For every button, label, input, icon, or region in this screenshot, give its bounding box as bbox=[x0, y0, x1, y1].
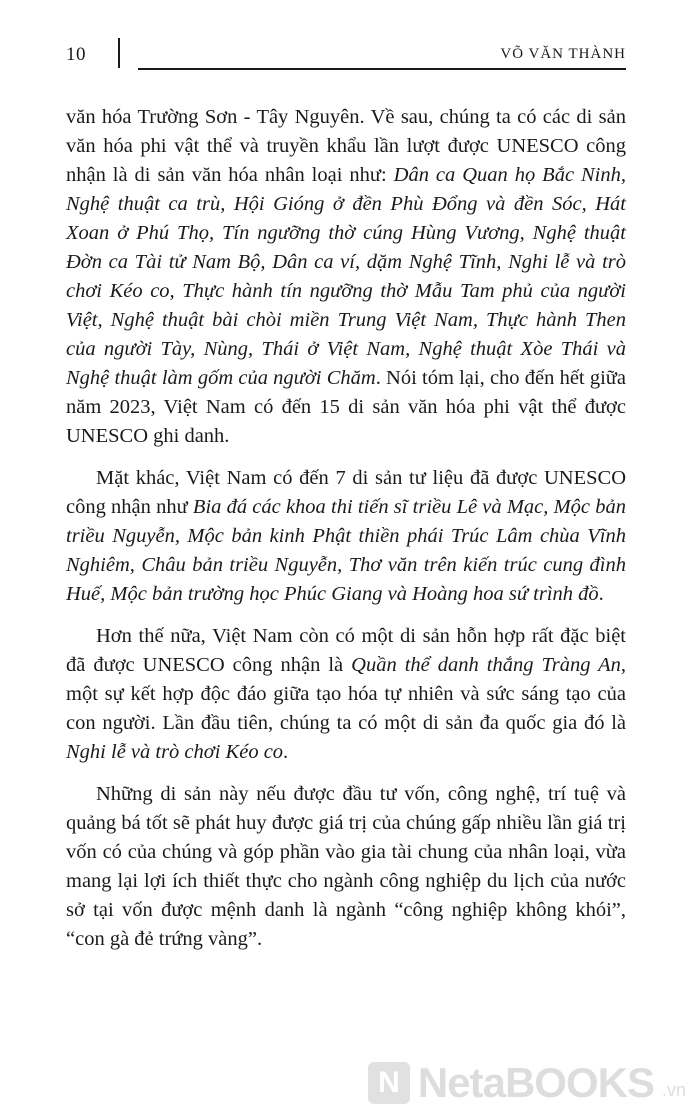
header-rule bbox=[138, 68, 626, 70]
italic-run: Nghi lễ và trò chơi Kéo co bbox=[66, 741, 284, 763]
text-run: . bbox=[598, 583, 604, 605]
paragraph bbox=[66, 464, 626, 609]
running-head-author: VÕ VĂN THÀNH bbox=[500, 46, 626, 62]
text-run: . bbox=[283, 741, 289, 763]
watermark-brand: NetaBOOKS bbox=[417, 1059, 654, 1106]
text-run: Mặt khác, Việt Nam có đến 7 di sản tư liệu đã được UNESCO công nhận như bbox=[66, 467, 626, 518]
netabooks-logo-icon: N bbox=[368, 1062, 410, 1104]
text-run: , một sự kết hợp độc đáo giữa tạo hóa tự nhiên và sức sáng tạo của con người. Lần đầu tiên, chúng ta có một di sản đa quốc gia đó là bbox=[66, 654, 626, 734]
italic-run: Dân ca Quan họ Bắc Ninh, Nghệ thuật ca trù, Hội Gióng ở đền Phù Đổng và đền Sóc, Hát Xoan ở Phú Thọ, Tín ngưỡng thờ cúng Hùng Vương, Nghệ thuật Đờn ca Tài tử Nam Bộ, Dân ca ví, dặm Nghệ Tĩnh, Nghi lễ và trò chơi Kéo co, Thực hành tín ngưỡng thờ Mẫu Tam phủ của người Việt, Nghệ thuật bài chòi miền Trung Việt Nam, Thực hành Then của người Tày, Nùng, Thái ở Việt Nam, Nghệ thuật Xòe Thái và Nghệ thuật làm gốm của người Chăm bbox=[66, 164, 627, 389]
watermark-logo bbox=[368, 1059, 686, 1107]
page-header bbox=[0, 0, 700, 80]
page-number: 10 bbox=[66, 44, 86, 65]
italic-run: Bia đá các khoa thi tiến sĩ triều Lê và Mạc, Mộc bản triều Nguyễn, Mộc bản kinh Phật thiền phái Trúc Lâm chùa Vĩnh Nghiêm, Châu bản triều Nguyễn, Thơ văn trên kiến trúc cung đình Huế, Mộc bản trường học Phúc Giang và Hoàng hoa sứ trình đồ bbox=[66, 496, 626, 605]
header-divider-vertical bbox=[118, 38, 120, 68]
paragraph bbox=[66, 622, 626, 767]
text-run: . Nói tóm lại, cho đến hết giữa năm 2023, Việt Nam có đến 15 di sản văn hóa phi vật thể được UNESCO ghi danh. bbox=[66, 367, 626, 447]
paragraph bbox=[66, 780, 626, 954]
watermark-domain: .vn bbox=[661, 1080, 686, 1100]
text-run: Hơn thế nữa, Việt Nam còn có một di sản hỗn hợp rất đặc biệt đã được UNESCO công nhận là bbox=[66, 625, 626, 676]
body-text bbox=[66, 103, 626, 967]
text-run: văn hóa Trường Sơn - Tây Nguyên. Về sau, chúng ta có các di sản văn hóa phi vật thể và truyền khẩu lần lượt được UNESCO công nhận là di sản văn hóa nhân loại như: bbox=[66, 106, 626, 186]
paragraph bbox=[66, 103, 626, 451]
text-run: Những di sản này nếu được đầu tư vốn, công nghệ, trí tuệ và quảng bá tốt sẽ phát huy được giá trị của chúng gấp nhiều lần giá trị vốn có của chúng và góp phần vào gia tài chung của nhân loại, vừa mang lại lợi ích thiết thực cho ngành công nghiệp du lịch của nước sở tại vốn được mệnh danh là ngành “công nghiệp không khói”, “con gà đẻ trứng vàng”. bbox=[66, 783, 626, 950]
italic-run: Quần thể danh thắng Tràng An bbox=[351, 654, 621, 676]
